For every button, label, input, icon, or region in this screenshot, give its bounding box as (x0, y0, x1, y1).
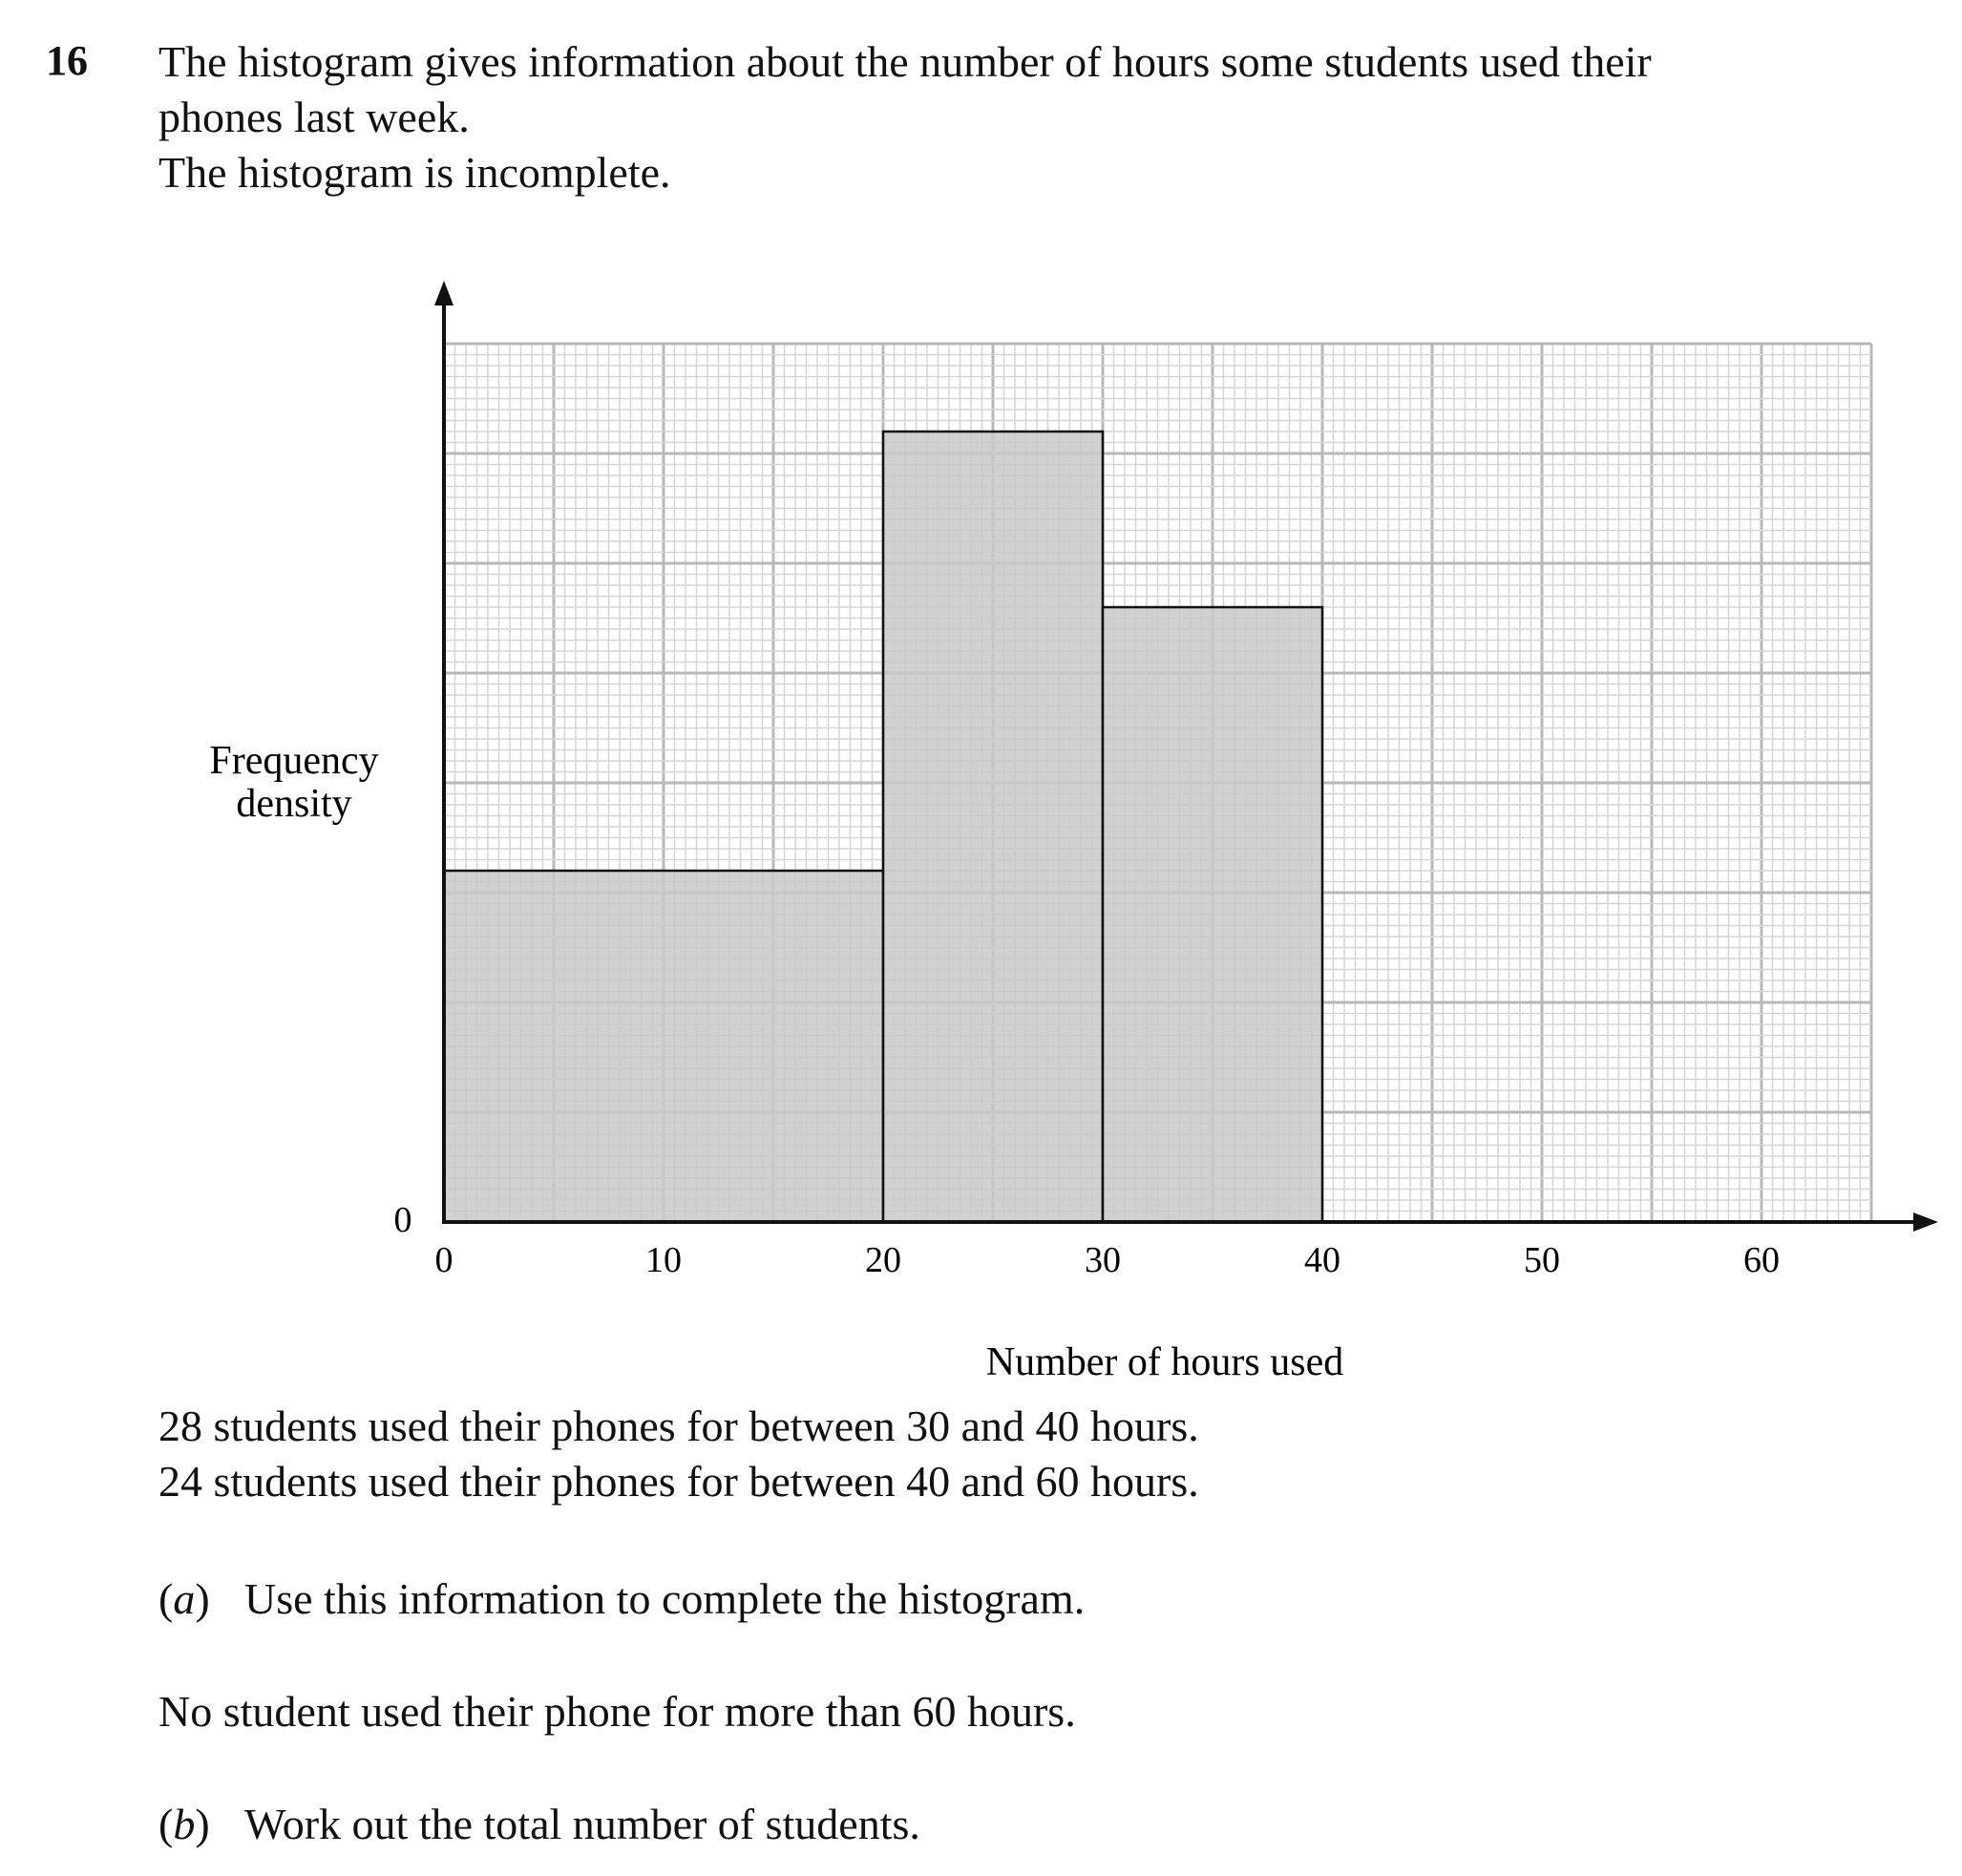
intro-line-1: The histogram gives information about the number of hours some students used their (158, 37, 1652, 86)
part-a-text: Use this information to complete the histogram. (244, 1574, 1086, 1623)
x-tick-label-30: 30 (1085, 1240, 1121, 1280)
x-tick-label-10: 10 (645, 1240, 682, 1280)
x-axis-arrow (1913, 1212, 1938, 1232)
histogram-bar-2 (883, 432, 1103, 1222)
y-axis-arrow (434, 281, 454, 306)
intro-line-3: The histogram is incomplete. (158, 148, 671, 197)
part-b (158, 1799, 920, 1849)
histogram-chart (0, 258, 1962, 1384)
info-line-2: 24 students used their phones for between 40 and 60 hours. (158, 1457, 1199, 1506)
question-intro (158, 34, 1877, 200)
intro-line-2: phones last week. (158, 93, 470, 141)
part-a-label: (a) (158, 1574, 210, 1623)
info-line-1: 28 students used their phones for between 30 and 40 hours. (158, 1402, 1199, 1450)
x-axis-label: Number of hours used (985, 1340, 1344, 1384)
y-tick-label-0: 0 (393, 1200, 412, 1240)
x-tick-label-60: 60 (1743, 1240, 1780, 1280)
part-a (158, 1573, 1085, 1624)
given-information (158, 1399, 1199, 1509)
x-tick-label-50: 50 (1524, 1240, 1560, 1280)
part-b-label: (b) (158, 1800, 210, 1848)
histogram-bar-3 (1103, 607, 1322, 1222)
histogram-bar-1 (444, 871, 883, 1222)
question-number: 16 (46, 37, 88, 84)
x-tick-labels (435, 1240, 1781, 1280)
part-b-text: Work out the total number of students. (244, 1800, 920, 1848)
x-tick-label-20: 20 (865, 1240, 901, 1280)
x-tick-label-0: 0 (434, 1240, 454, 1280)
y-axis-label-line-2: density (236, 782, 352, 826)
y-axis-label-line-1: Frequency (209, 739, 379, 783)
statement: No student used their phone for more than 60 hours. (158, 1687, 1076, 1736)
x-tick-label-40: 40 (1304, 1240, 1340, 1280)
